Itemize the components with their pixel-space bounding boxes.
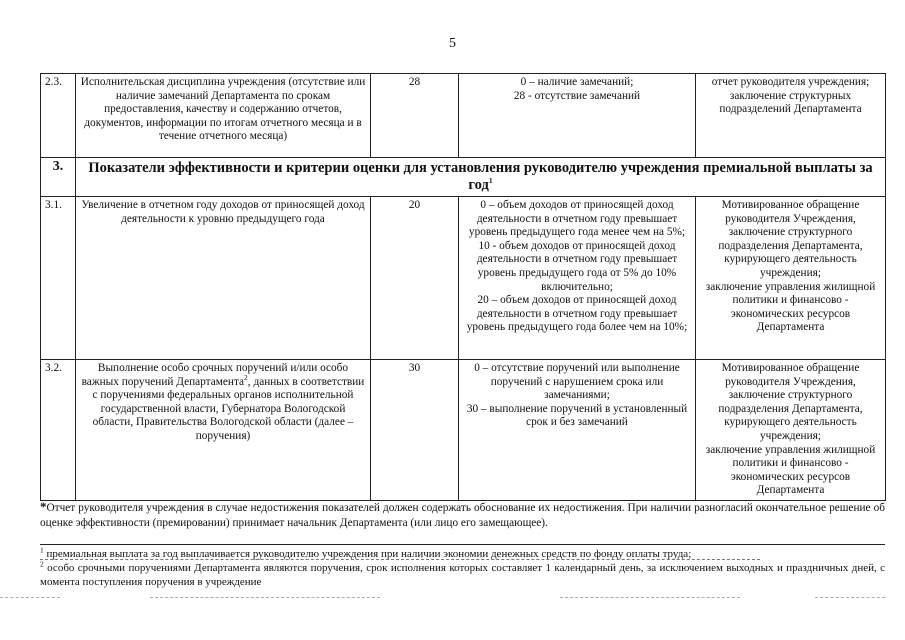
footnotes	[40, 547, 885, 589]
indicator-name: Выполнение особо срочных поручений и/или особо важных поручений Департамента	[81, 362, 349, 388]
footnote-ref: 1	[488, 176, 493, 186]
max-points: 20	[371, 197, 459, 360]
criterion: 10 - объем доходов от приносящей доход деятельности в отчетном году превышает уровень предыдущего года от 5% до 10% включительно;	[476, 239, 678, 293]
footnote-mark: 1	[40, 545, 44, 555]
row-number: 2.3.	[41, 74, 76, 158]
criterion: 0 – объем доходов от приносящей доход деятельности в отчетном году превышает уровень предыдущего года менее чем на 5%;	[468, 199, 686, 239]
criterion: 0 – наличие замечаний;	[520, 76, 634, 88]
section-header-row	[41, 158, 886, 197]
max-points: 30	[371, 360, 459, 501]
scan-artifact-line	[40, 559, 760, 560]
source-document: отчет руководителя учреждения; заключение структурных подразделений Департамента	[696, 74, 886, 158]
criteria-cell	[459, 74, 696, 158]
indicators-table	[40, 73, 886, 501]
page-number: 5	[449, 36, 456, 51]
table-row	[41, 197, 886, 360]
footnote-2	[40, 561, 885, 589]
scan-artifact-line	[560, 597, 740, 598]
note-asterisk: *	[40, 499, 47, 514]
table-row	[41, 74, 886, 158]
footnote-divider	[40, 544, 885, 545]
source-cell	[696, 360, 886, 501]
criterion: 0 – отсутствие поручений или выполнение поручений с нарушением срока или замечаниями;	[474, 362, 680, 402]
note-text: Отчет руководителя учреждения в случае недостижения показателей должен содержать обоснование их недостижения. При наличии разногласий окончательное решение об оценке эффективности (премировании) принимает начальник Департамента (или лицо его замещающее).	[40, 502, 885, 529]
scan-artifact-line	[150, 597, 380, 598]
criterion: 20 – объем доходов от приносящей доход деятельности в отчетном году превышает уровень предыдущего года более чем на 10%;	[466, 294, 688, 334]
scan-artifact-line	[0, 597, 60, 598]
criterion: 30 – выполнение поручений в установленный срок и без замечаний	[466, 402, 688, 429]
row-number: 3.2.	[41, 360, 76, 501]
criteria-cell	[459, 360, 696, 501]
source-document: заключение управления жилищной политики и финансово - экономических ресурсов Департамента	[705, 443, 876, 497]
criteria-cell	[459, 197, 696, 360]
footnote-text: особо срочными поручениями Департамента являются поручения, срок исполнения которых составляет 1 календарный день, за исключением выходных и праздничных дней, с момента поступления поручения в учреждение	[40, 562, 885, 588]
source-cell	[696, 197, 886, 360]
section-title: Показатели эффективности и критерии оценки для установления руководителю учреждения премиальной выплаты за год	[88, 160, 873, 193]
section-number: 3.	[41, 158, 76, 197]
max-points: 28	[371, 74, 459, 158]
footnote-mark: 2	[40, 559, 44, 569]
scan-artifact-line	[815, 597, 885, 598]
section-title-cell	[76, 158, 886, 197]
indicator-name-cell	[76, 360, 371, 501]
row-number: 3.1.	[41, 197, 76, 360]
footnote-text: премиальная выплата за год выплачивается руководителю учреждения при наличии экономии денежных средств по фонду оплаты труда;	[46, 548, 692, 560]
indicator-name: Увеличение в отчетном году доходов от приносящей доход деятельности к уровню предыдущего года	[76, 197, 371, 360]
source-document: Мотивированное обращение руководителя Учреждения, заключение структурного подразделения Департамента, курирующего деятельность учреждения;	[718, 199, 863, 279]
indicator-name: Исполнительская дисциплина учреждения (отсутствие или наличие замечаний Департамента по срокам предоставления, качеству и содержанию отчетов, документов, информации по итогам отчетного месяца и в течение отчетного месяца)	[76, 74, 371, 158]
source-document: заключение управления жилищной политики и финансово - экономических ресурсов Департамента	[705, 280, 876, 334]
indicator-name-cont: , данных в соответствии с поручениями федеральных органов исполнительной государственной власти, Губернатора Вологодской области, Правительства Вологодской области (далее – поручения)	[92, 375, 365, 442]
source-document: Мотивированное обращение руководителя Учреждения, заключение структурного подразделения Департамента, курирующего деятельность учреждения;	[718, 362, 863, 442]
table-row	[41, 360, 886, 501]
table-note	[40, 499, 885, 531]
criterion: 28 - отсутствие замечаний	[513, 89, 641, 102]
footnote-ref: 2	[244, 372, 248, 382]
